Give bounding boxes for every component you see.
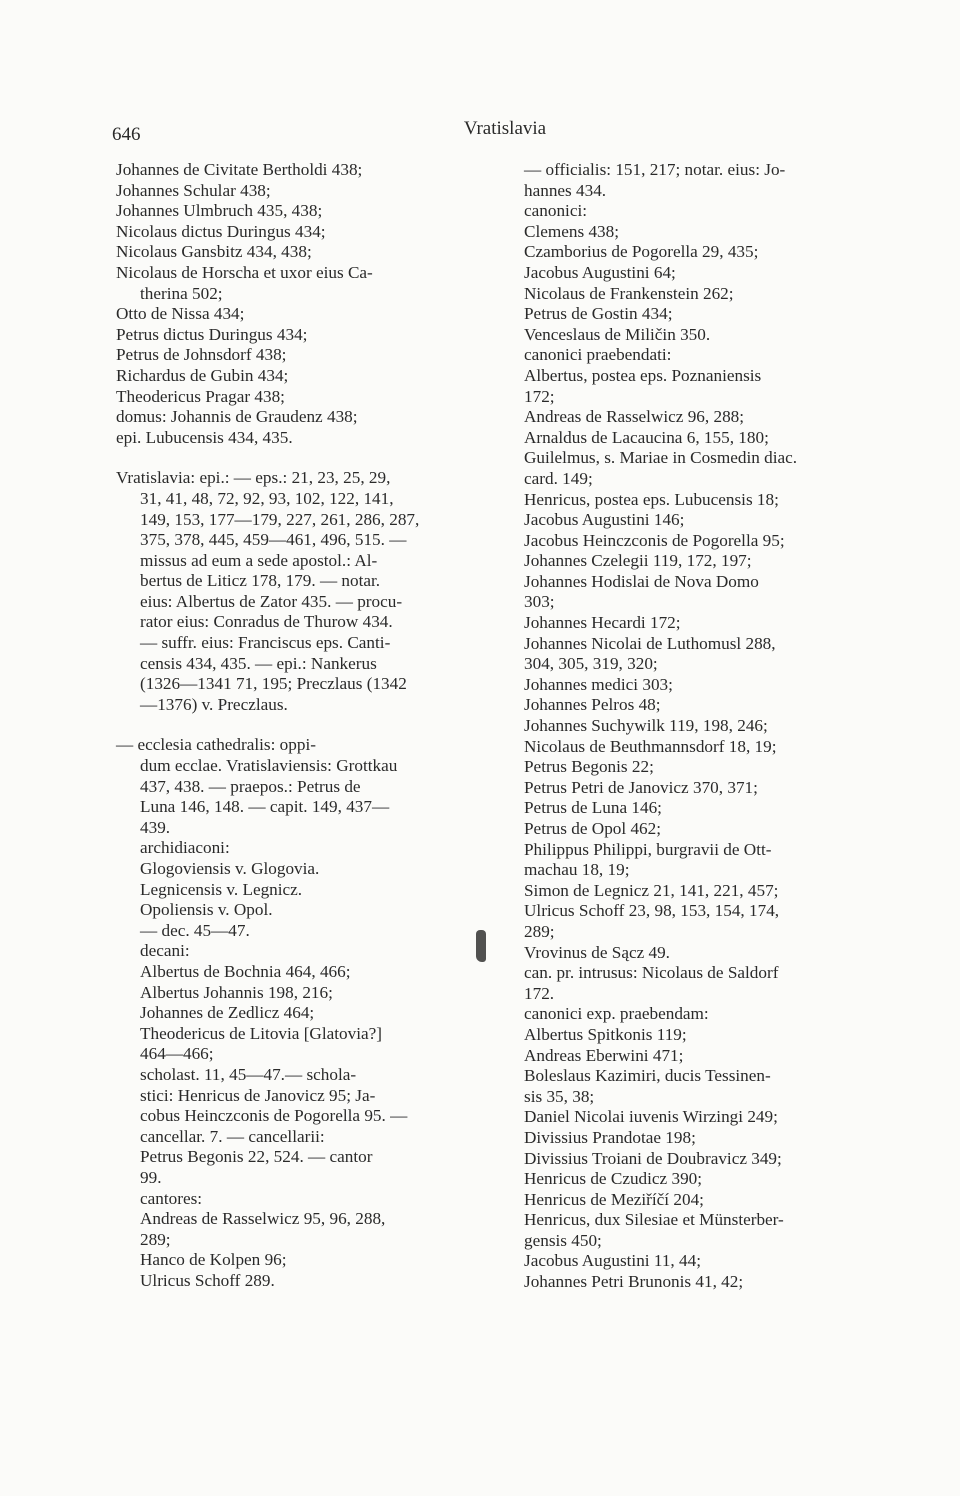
index-line: Johannes Suchywilk 119, 198, 246; xyxy=(524,716,768,736)
index-line: Venceslaus de Miličin 350. xyxy=(524,324,711,344)
index-column-left xyxy=(116,160,488,1291)
index-line: Johannes Ulmbruch 435, 438; xyxy=(116,201,323,221)
index-line: Andreas de Rasselwicz 95, 96, 288, xyxy=(140,1209,386,1229)
index-line: missus ad eum a sede apostol.: Al- xyxy=(140,550,378,570)
index-line: Petrus Begonis 22, 524. — cantor xyxy=(140,1147,373,1167)
index-line: 149, 153, 177—179, 227, 261, 286, 287, xyxy=(140,509,420,529)
index-line: 99. xyxy=(140,1167,162,1187)
index-line: Ulricus Schoff 289. xyxy=(140,1270,275,1290)
index-line: 172; xyxy=(524,386,555,406)
index-line: archidiaconi: xyxy=(140,838,230,858)
index-line: — officialis: 151, 217; notar. eius: Jo- xyxy=(524,160,786,179)
index-line: Jacobus Augustini 146; xyxy=(524,510,685,530)
index-line: epi. Lubucensis 434, 435. xyxy=(116,427,293,447)
index-line: — dec. 45—47. xyxy=(140,920,250,940)
index-line: stici: Henricus de Janovicz 95; Ja- xyxy=(140,1085,376,1105)
index-line: 375, 378, 445, 459—461, 496, 515. — xyxy=(140,530,407,550)
index-line: 437, 438. — praepos.: Petrus de xyxy=(140,776,361,796)
index-line: eius: Albertus de Zator 435. — procu- xyxy=(140,591,403,611)
index-line: Albertus Johannis 198, 216; xyxy=(140,982,333,1002)
index-line: can. pr. intrusus: Nicolaus de Saldorf xyxy=(524,963,779,983)
index-line: Divissius Troiani de Doubravicz 349; xyxy=(524,1148,782,1168)
index-line: domus: Johannis de Graudenz 438; xyxy=(116,407,358,427)
index-line: Johannes Pelros 48; xyxy=(524,695,661,715)
index-line: cantores: xyxy=(140,1188,203,1208)
running-title: Vratislavia xyxy=(463,118,547,139)
index-line: Nicolaus Gansbitz 434, 438; xyxy=(116,242,312,262)
index-line: 304, 305, 319, 320; xyxy=(524,654,658,674)
index-line: Opoliensis v. Opol. xyxy=(140,900,273,920)
index-line: censis 434, 435. — epi.: Nankerus xyxy=(140,653,377,673)
index-line: Petrus Begonis 22; xyxy=(524,757,654,777)
index-line: Arnaldus de Lacaucina 6, 155, 180; xyxy=(524,427,769,447)
index-line: scholast. 11, 45—47.— schola- xyxy=(140,1064,357,1084)
index-line: 289; xyxy=(524,921,555,941)
index-line: Otto de Nissa 434; xyxy=(116,304,245,324)
index-line: —1376) v. Preczlaus. xyxy=(140,694,288,714)
index-line: Luna 146, 148. — capit. 149, 437— xyxy=(140,797,390,817)
index-line: Vrovinus de Sącz 49. xyxy=(524,942,670,962)
index-line: cobus Heinczconis de Pogorella 95. — xyxy=(140,1106,408,1126)
index-line: rator eius: Conradus de Thurow 434. xyxy=(140,612,393,632)
index-line: 439. xyxy=(140,817,171,837)
index-line: Richardus de Gubin 434; xyxy=(116,365,289,385)
index-line: Andreas Eberwini 471; xyxy=(524,1045,684,1065)
index-line: Henricus de Czudicz 390; xyxy=(524,1169,703,1189)
index-line: Clemens 438; xyxy=(524,221,620,241)
index-line: Nicolaus de Frankenstein 262; xyxy=(524,283,734,303)
index-line: Henricus, postea eps. Lubucensis 18; xyxy=(524,489,779,509)
index-line: Petrus dictus Duringus 434; xyxy=(116,324,308,344)
index-line: Divissius Prandotae 198; xyxy=(524,1127,696,1147)
index-line xyxy=(116,448,488,468)
index-column-right xyxy=(524,160,874,1293)
index-line: Jacobus Heinczconis de Pogorella 95; xyxy=(524,530,785,550)
index-line: Petrus de Gostin 434; xyxy=(524,304,673,324)
index-line: Albertus, postea eps. Poznaniensis xyxy=(524,365,762,385)
index-line: Johannes medici 303; xyxy=(524,674,673,694)
index-line: Johannes Petri Brunonis 41, 42; xyxy=(524,1272,744,1292)
ink-smudge xyxy=(476,930,486,962)
index-line: Petrus Petri de Janovicz 370, 371; xyxy=(524,777,758,797)
index-line: 172. xyxy=(524,983,555,1003)
index-line: sis 35, 38; xyxy=(524,1086,595,1106)
index-line: decani: xyxy=(140,941,190,961)
index-line: dum ecclae. Vratislaviensis: Grottkau xyxy=(140,756,398,776)
index-line: Andreas de Rasselwicz 96, 288; xyxy=(524,407,745,427)
index-line: Legnicensis v. Legnicz. xyxy=(140,879,303,899)
index-line: Nicolaus dictus Duringus 434; xyxy=(116,221,326,241)
index-line: machau 18, 19; xyxy=(524,860,630,880)
index-line: Petrus de Luna 146; xyxy=(524,798,662,818)
index-line: 303; xyxy=(524,592,555,612)
index-line: — ecclesia cathedralis: oppi- xyxy=(116,735,316,755)
index-line: Henricus de Meziříčí 204; xyxy=(524,1189,704,1209)
index-line: Simon de Legnicz 21, 141, 221, 457; xyxy=(524,880,779,900)
index-line: Johannes Czelegii 119, 172, 197; xyxy=(524,551,752,571)
index-line: (1326—1341 71, 195; Preczlaus (1342 xyxy=(140,674,407,694)
index-line: gensis 450; xyxy=(524,1230,602,1250)
index-line: Johannes de Civitate Bertholdi 438; xyxy=(116,160,363,179)
index-line: Johannes Schular 438; xyxy=(116,180,271,200)
index-line: Ulricus Schoff 23, 98, 153, 154, 174, xyxy=(524,901,780,921)
index-line: 289; xyxy=(140,1229,171,1249)
index-line: Boleslaus Kazimiri, ducis Tessinen- xyxy=(524,1066,771,1086)
index-line: hannes 434. xyxy=(524,180,607,200)
index-line: cancellar. 7. — cancellarii: xyxy=(140,1126,325,1146)
index-line: Theodericus Pragar 438; xyxy=(116,386,285,406)
index-line: Vratislavia: epi.: — eps.: 21, 23, 25, 29, xyxy=(116,468,391,488)
index-line: canonici praebendati: xyxy=(524,345,672,365)
index-line: Jacobus Augustini 64; xyxy=(524,262,676,282)
index-line: Henricus, dux Silesiae et Münsterber- xyxy=(524,1210,784,1230)
index-line: Petrus de Johnsdorf 438; xyxy=(116,345,287,365)
index-line: therina 502; xyxy=(140,283,223,303)
index-line: Glogoviensis v. Glogovia. xyxy=(140,859,320,878)
index-line: Philippus Philippi, burgravii de Ott- xyxy=(524,839,772,859)
index-line: Johannes Nicolai de Luthomusl 288, xyxy=(524,633,776,653)
index-line: Johannes Hecardi 172; xyxy=(524,613,681,633)
index-line: Nicolaus de Horscha et uxor eius Ca- xyxy=(116,262,373,282)
index-line: Theodericus de Litovia [Glatovia?] xyxy=(140,1023,382,1043)
index-line: bertus de Liticz 178, 179. — notar. xyxy=(140,571,381,591)
index-line: Albertus Spitkonis 119; xyxy=(524,1024,687,1044)
index-line: Daniel Nicolai iuvenis Wirzingi 249; xyxy=(524,1107,778,1127)
index-line: Guilelmus, s. Mariae in Cosmedin diac. xyxy=(524,448,798,468)
index-line: card. 149; xyxy=(524,468,593,488)
index-line: Albertus de Bochnia 464, 466; xyxy=(140,961,351,981)
index-line: Petrus de Opol 462; xyxy=(524,819,662,838)
index-line: Jacobus Augustini 11, 44; xyxy=(524,1251,701,1271)
index-line: Johannes Hodislai de Nova Domo xyxy=(524,571,759,591)
index-line: Johannes de Zedlicz 464; xyxy=(140,1003,315,1023)
index-line: 464—466; xyxy=(140,1044,214,1064)
index-line: canonici: xyxy=(524,201,587,221)
index-line: Hanco de Kolpen 96; xyxy=(140,1250,287,1270)
index-line: canonici exp. praebendam: xyxy=(524,1004,709,1024)
index-line: Nicolaus de Beuthmannsdorf 18, 19; xyxy=(524,736,777,756)
index-line: Czamborius de Pogorella 29, 435; xyxy=(524,242,759,262)
index-line xyxy=(116,715,488,735)
index-line: 31, 41, 48, 72, 92, 93, 102, 122, 141, xyxy=(140,488,394,508)
index-line: — suffr. eius: Franciscus eps. Canti- xyxy=(140,633,391,653)
page-number: 646 xyxy=(112,124,141,145)
